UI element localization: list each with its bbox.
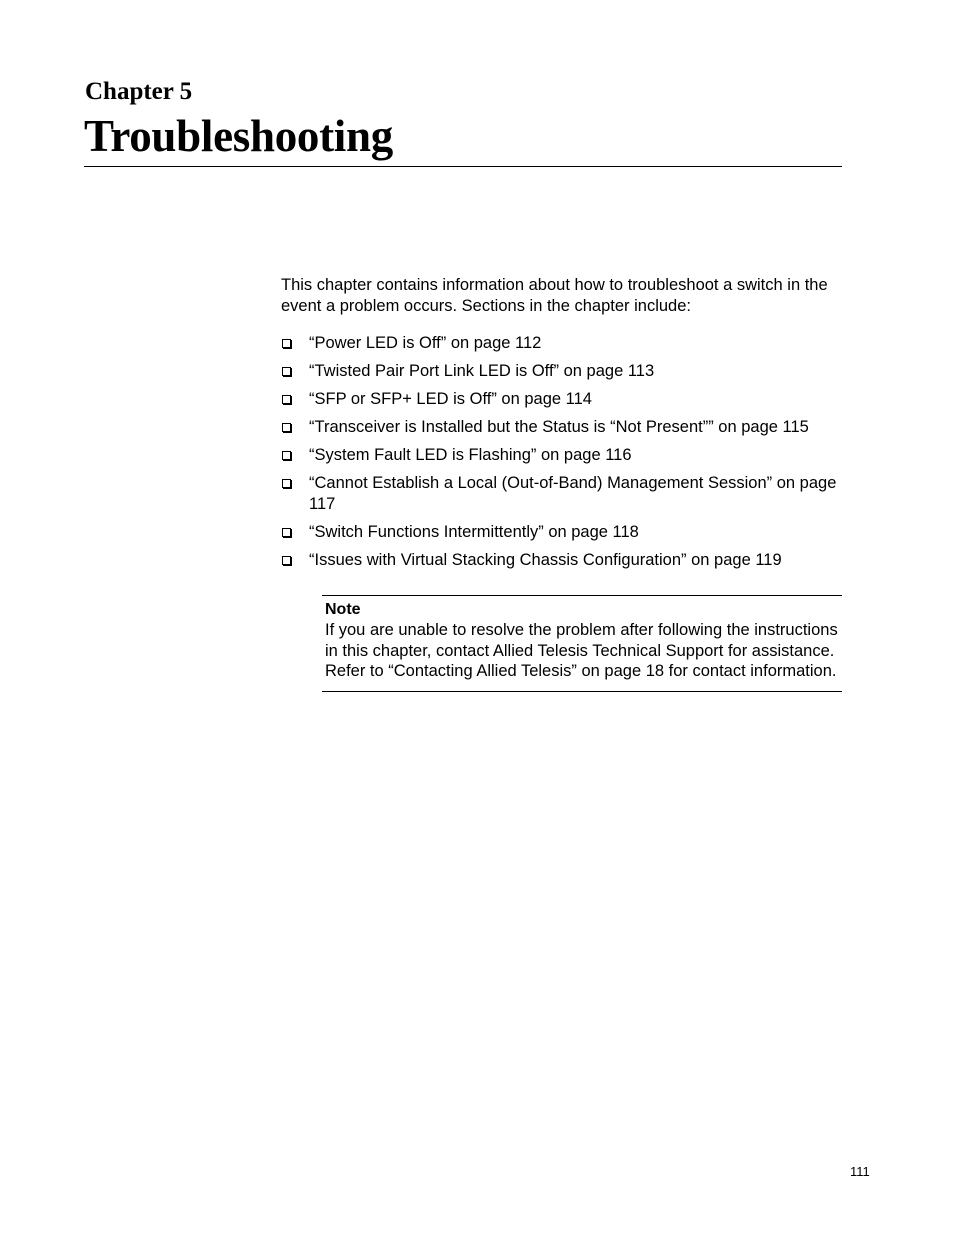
checkbox-bullet-icon <box>282 339 291 348</box>
list-item-text: “Transceiver is Installed but the Status is “Not Present”” on page 115 <box>309 418 809 436</box>
list-item-text: “Switch Functions Intermittently” on page 118 <box>309 523 639 541</box>
list-item <box>281 522 842 543</box>
checkbox-bullet-icon <box>282 451 291 460</box>
checkbox-bullet-icon <box>282 367 291 376</box>
list-item <box>281 333 842 354</box>
list-item-text: “Power LED is Off” on page 112 <box>309 334 542 352</box>
list-item <box>281 550 842 571</box>
note-heading: Note <box>325 601 361 618</box>
note-text: If you are unable to resolve the problem after following the instructions in this chapter, contact Allied Telesis Technical Support for assistance. Refer to “Contacting Allied Telesis” on page 18 for contact information. <box>325 621 838 680</box>
page-number: 111 <box>850 1164 870 1179</box>
chapter-label: Chapter 5 <box>85 78 193 105</box>
chapter-title: Troubleshooting <box>84 111 393 161</box>
title-divider <box>84 166 842 167</box>
checkbox-bullet-icon <box>282 423 291 432</box>
section-list <box>281 333 842 578</box>
list-item <box>281 445 842 466</box>
list-item-text: “Cannot Establish a Local (Out-of-Band) Management Session” on page 117 <box>309 474 837 513</box>
list-item <box>281 473 842 515</box>
list-item-text: “System Fault LED is Flashing” on page 116 <box>309 446 632 464</box>
list-item-text: “Issues with Virtual Stacking Chassis Configuration” on page 119 <box>309 551 782 569</box>
list-item-text: “Twisted Pair Port Link LED is Off” on page 113 <box>309 362 655 380</box>
list-item-text: “SFP or SFP+ LED is Off” on page 114 <box>309 390 592 408</box>
checkbox-bullet-icon <box>282 528 291 537</box>
note-box <box>322 595 842 692</box>
list-item <box>281 361 842 382</box>
checkbox-bullet-icon <box>282 479 291 488</box>
checkbox-bullet-icon <box>282 556 291 565</box>
checkbox-bullet-icon <box>282 395 291 404</box>
intro-paragraph: This chapter contains information about how to troubleshoot a switch in the event a problem occurs. Sections in the chapter include: <box>281 276 828 315</box>
list-item <box>281 417 842 438</box>
list-item <box>281 389 842 410</box>
